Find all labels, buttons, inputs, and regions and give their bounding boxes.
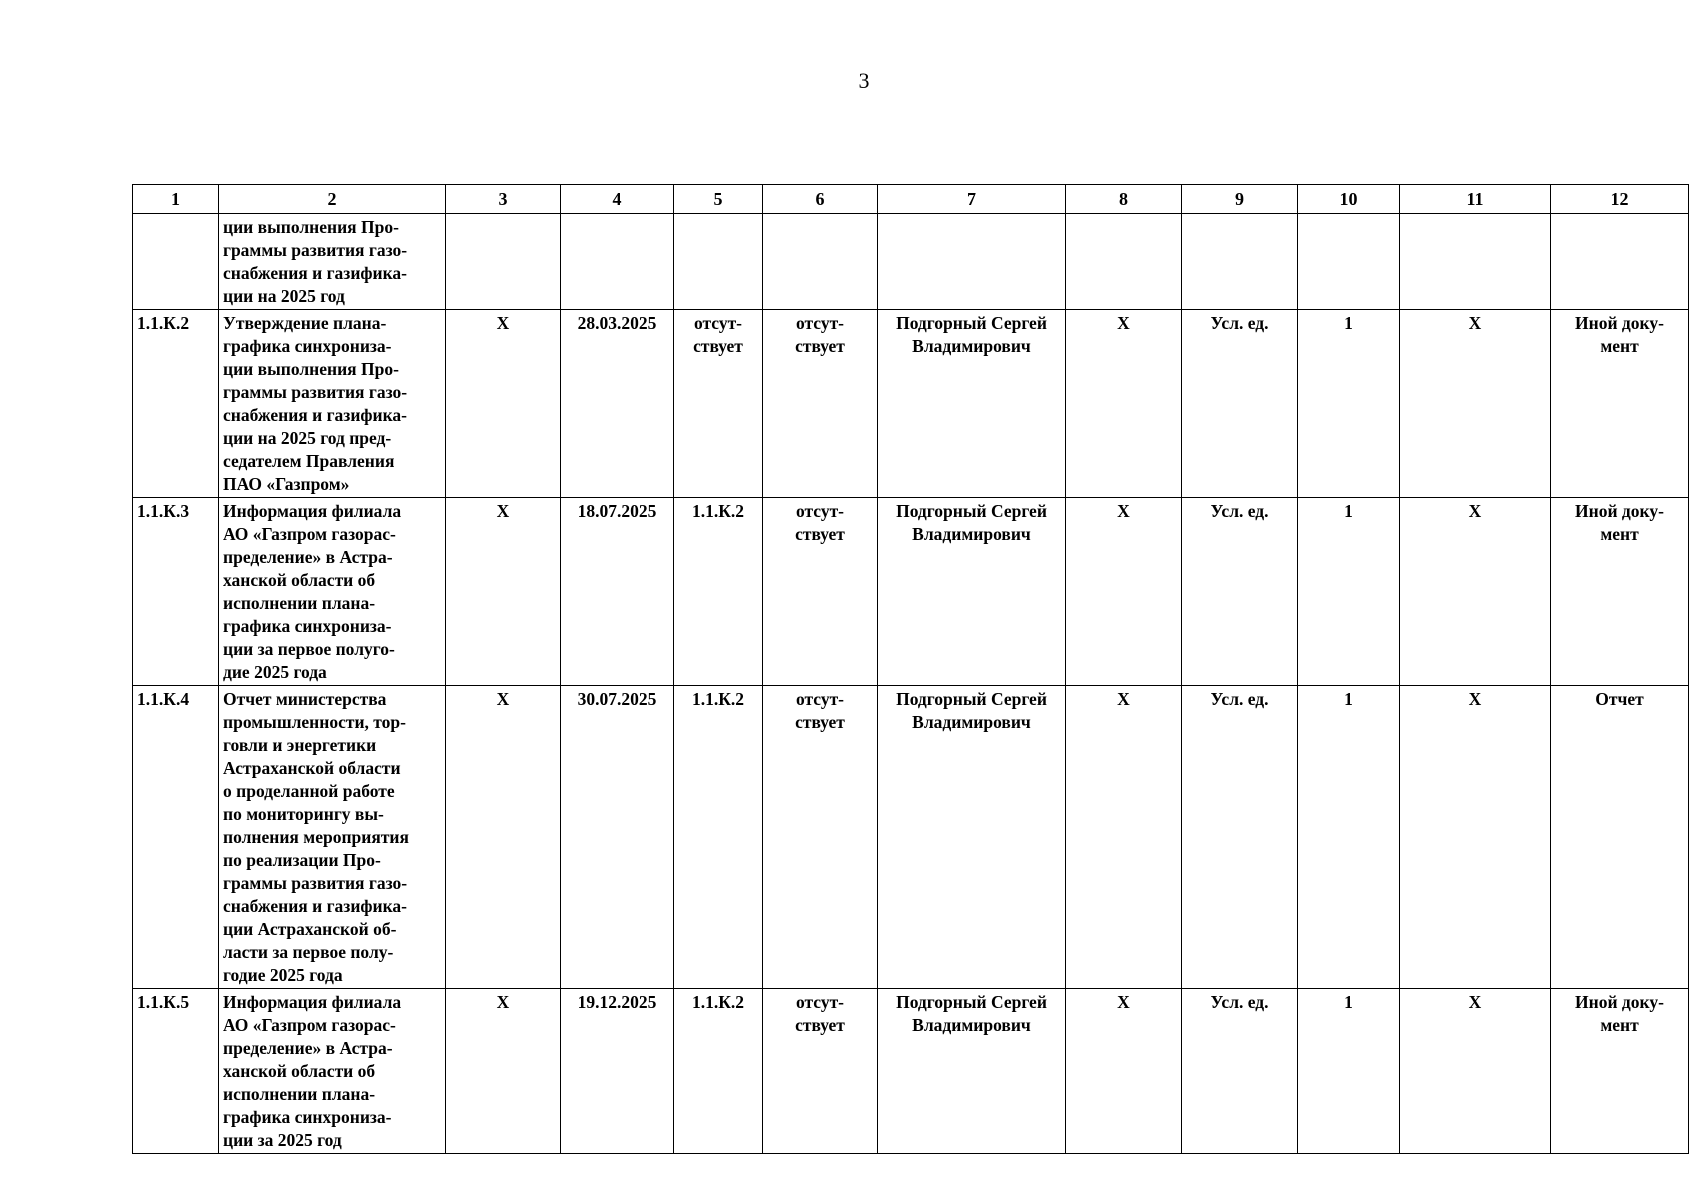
cell-col5 [674,310,763,498]
cell-col8 [1066,214,1182,310]
cell-doc-type-text: Иной доку- мент [1575,992,1664,1035]
cell-col8: X [1066,686,1182,989]
cell-doc-type [1551,310,1689,498]
cell-name [219,310,446,498]
cell-responsible [878,498,1066,686]
cell-doc-type-text: Иной доку- мент [1575,501,1664,544]
cell-col5-text: 1.1.К.2 [691,689,745,709]
cell-col11 [1400,214,1551,310]
cell-code: 1.1.К.5 [133,989,219,1154]
cell-date: 28.03.2025 [561,310,674,498]
table-row [133,989,1689,1154]
column-header-row [133,185,1689,214]
cell-responsible [878,310,1066,498]
cell-doc-type [1551,989,1689,1154]
cell-col6 [763,686,878,989]
page-number: 3 [858,68,870,93]
cell-responsible-text: Подгорный Сергей Владимирович [896,992,1047,1035]
cell-col5 [674,686,763,989]
cell-col11: X [1400,498,1551,686]
cell-col8: X [1066,989,1182,1154]
cell-col5-text: 1.1.К.2 [691,501,745,521]
cell-col5 [674,989,763,1154]
cell-col8: X [1066,498,1182,686]
cell-responsible-text: Подгорный Сергей Владимирович [896,313,1047,356]
cell-col3 [446,214,561,310]
cell-col6-text: отсут- ствует [795,501,845,544]
cell-doc-type-text: Иной доку- мент [1575,313,1664,356]
cell-col10: 1 [1298,989,1400,1154]
cell-doc-type-text: Отчет [1595,689,1644,709]
cell-name [219,989,446,1154]
cell-col5 [674,498,763,686]
column-header: 9 [1182,185,1298,214]
column-header: 8 [1066,185,1182,214]
cell-col6 [763,310,878,498]
cell-unit: Усл. ед. [1182,498,1298,686]
column-header: 12 [1551,185,1689,214]
cell-col3: X [446,310,561,498]
cell-col11: X [1400,686,1551,989]
cell-date: 19.12.2025 [561,989,674,1154]
cell-name [219,686,446,989]
cell-col8: X [1066,310,1182,498]
cell-col6 [763,989,878,1154]
cell-col10 [1298,214,1400,310]
cell-name-text: Утверждение плана- графика синхрониза- ции выполнения Про- граммы развития газо- снабжения и газифика- ции на 2025 год пред- седателем Правления ПАО «Газпром» [223,313,408,494]
cell-unit: Усл. ед. [1182,310,1298,498]
cell-code: 1.1.К.3 [133,498,219,686]
cell-col5-text: отсут- ствует [693,313,743,356]
cell-name [219,498,446,686]
column-header: 2 [219,185,446,214]
cell-name-text: Отчет министерства промышленности, тор- говли и энергетики Астраханской области о проделанной работе по мониторингу вы- полнения мероприятия по реализации Про- граммы развития газо- снабжения и газифика- ции Астраханской об- ласти за первое полу- годие 2025 года [223,689,409,985]
cell-date: 18.07.2025 [561,498,674,686]
cell-unit: Усл. ед. [1182,686,1298,989]
cell-col3: X [446,989,561,1154]
cell-col10: 1 [1298,686,1400,989]
table-row [133,310,1689,498]
cell-col6-text: отсут- ствует [795,992,845,1035]
column-header: 5 [674,185,763,214]
cell-col11: X [1400,310,1551,498]
cell-code: 1.1.К.4 [133,686,219,989]
column-header: 7 [878,185,1066,214]
column-header: 6 [763,185,878,214]
schedule-table [132,184,1689,1154]
column-header: 1 [133,185,219,214]
table-row [133,686,1689,989]
cell-date: 30.07.2025 [561,686,674,989]
cell-col6 [763,498,878,686]
column-header: 4 [561,185,674,214]
cell-doc-type [1551,498,1689,686]
cell-doc-type [1551,686,1689,989]
cell-unit [1182,214,1298,310]
cell-col6 [763,214,878,310]
cell-code: 1.1.К.2 [133,310,219,498]
cell-responsible [878,989,1066,1154]
cell-name-text: Информация филиала АО «Газпром газорас- пределение» в Астра- ханской области об исполнении плана- графика синхрониза- ции за 2025 год [223,992,402,1150]
cell-responsible [878,214,1066,310]
cell-doc-type [1551,214,1689,310]
cell-date [561,214,674,310]
cell-code [133,214,219,310]
column-header: 10 [1298,185,1400,214]
cell-name-text: ции выполнения Про- граммы развития газо- снабжения и газифика- ции на 2025 год [223,217,408,306]
cell-name-text: Информация филиала АО «Газпром газорас- пределение» в Астра- ханской области об исполнении плана- графика синхрониза- ции за первое полуго- дие 2025 года [223,501,402,682]
cell-responsible-text: Подгорный Сергей Владимирович [896,689,1047,732]
cell-unit: Усл. ед. [1182,989,1298,1154]
cell-responsible-text: Подгорный Сергей Владимирович [896,501,1047,544]
cell-col11: X [1400,989,1551,1154]
cell-col10: 1 [1298,310,1400,498]
cell-col5 [674,214,763,310]
cell-col3: X [446,686,561,989]
cell-name [219,214,446,310]
table-row [133,498,1689,686]
cell-col6-text: отсут- ствует [795,689,845,732]
table-row [133,214,1689,310]
cell-col3: X [446,498,561,686]
column-header: 11 [1400,185,1551,214]
cell-col5-text: 1.1.К.2 [691,992,745,1012]
column-header: 3 [446,185,561,214]
cell-col10: 1 [1298,498,1400,686]
cell-responsible [878,686,1066,989]
cell-col6-text: отсут- ствует [795,313,845,356]
